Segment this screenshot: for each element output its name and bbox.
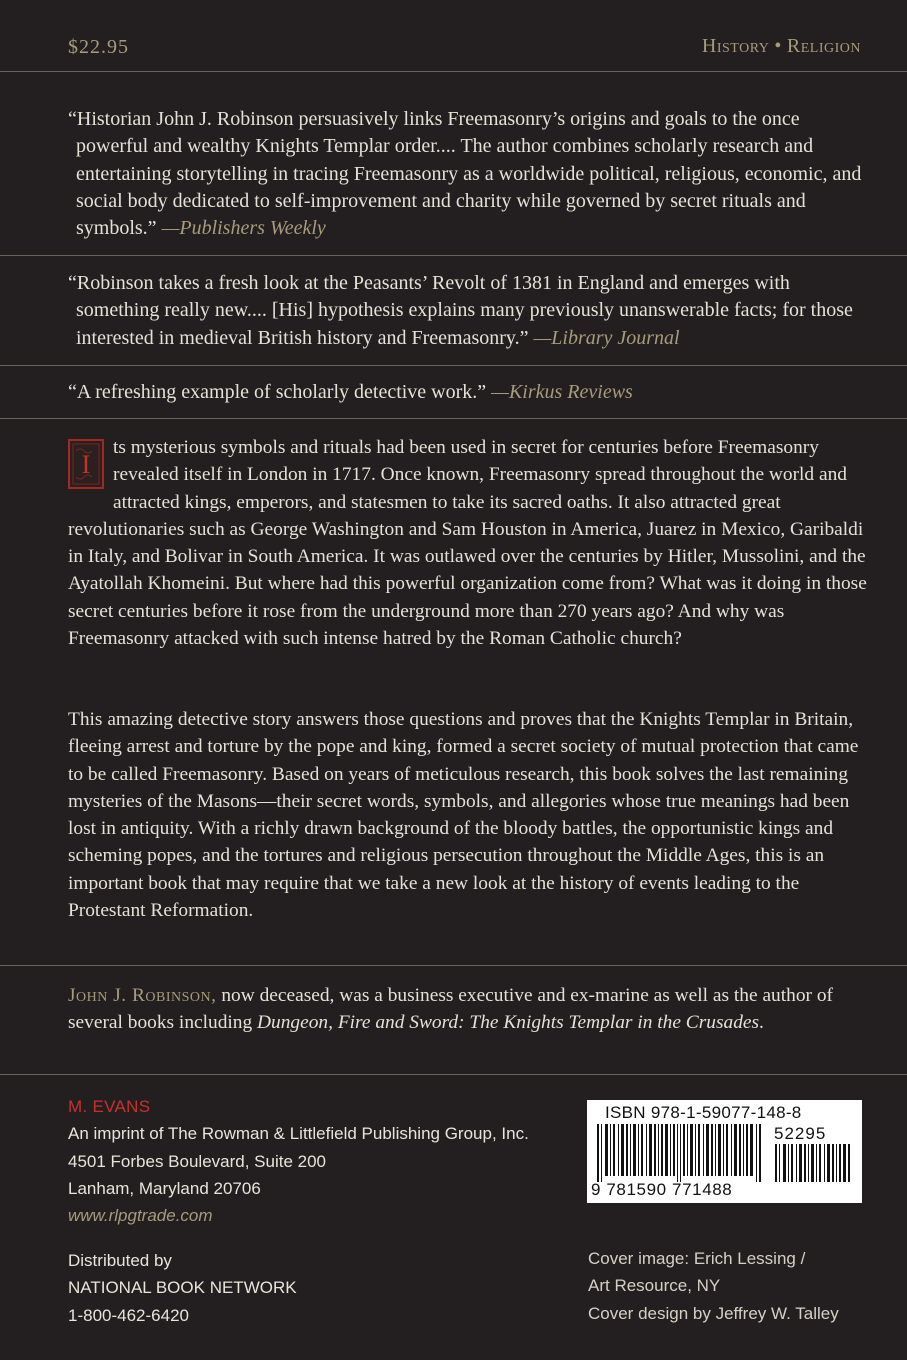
author-name: John J. Robinson,	[68, 985, 217, 1006]
divider	[0, 418, 907, 419]
divider	[0, 365, 907, 366]
barcode-addon-icon	[775, 1144, 853, 1182]
publisher-name: M. EVANS	[68, 1097, 151, 1116]
category-separator: •	[774, 35, 782, 57]
review-quote-kirkus	[68, 379, 868, 406]
publisher-imprint: An imprint of The Rowman & Littlefield Publishing Group, Inc.	[68, 1124, 529, 1144]
publisher-address-line-2: Lanham, Maryland 20706	[68, 1178, 261, 1198]
drop-cap	[68, 439, 104, 489]
cover-credits	[588, 1245, 839, 1327]
description-paragraph-1	[68, 434, 868, 652]
quote-text: “Historian John J. Robinson persuasively links Freemasonry’s origins and goals to the once powerful and wealthy Knights Templar order.... The author combines scholarly research and entertaining storytelling in tracing Freemasonry as a worldwide political, religious, economic, and social body dedicated to self-improvement and charity while governed by secret rituals and symbols.”	[68, 108, 862, 240]
review-quote-publishers-weekly	[68, 106, 868, 242]
distribution-label: Distributed by	[68, 1251, 172, 1270]
description-paragraph-2: This amazing detective story answers those questions and proves that the Knights Templar in Britain, fleeing arrest and torture by the pope and king, formed a secret society of mutual protection that came to be called Freemasonry. Based on years of meticulous research, this book solves the last remaining mysteries of the Masons—their secret words, symbols, and allegories whose true meanings had been lost in antiquity. With a richly drawn background of the bloody battles, the opportunistic kings and scheming popes, and the tortures and religious persecution throughout the Middle Ages, this is an important book that may require that we take a new look at the history of events leading to the Protestant Reformation.	[68, 709, 859, 922]
quote-source: —Kirkus Reviews	[491, 381, 633, 403]
quote-text: “Robinson takes a fresh look at the Peasants’ Revolt of 1381 in England and emerges with something really new.... [His] hypothesis explains many previously unanswerable facts; for those interested in medieval British history and Freemasonry.”	[68, 272, 853, 349]
publisher-address-line-1: 4501 Forbes Boulevard, Suite 200	[68, 1151, 327, 1171]
paragraph-text: ts mysterious symbols and rituals had been used in secret for centuries before Freemasonry revealed itself in London in 1717. Once known, Freemasonry spread throughout the world and attracted kings, emperors, and statesmen to take its sacred oaths. It also attracted great revolutionaries such as George Washington and Sam Houston in America, Juarez in Mexico, Garibaldi in Italy, and Bolivar in South America. It was outlawed over the centuries by Hitler, Mussolini, and the Ayatollah Khomeini. But where had this powerful organization come from? What was it doing in those secret centuries before it rose from the underground more than 270 years ago? And why was Freemasonry attacked with such intense hatred by the Roman Catholic church?	[68, 437, 867, 650]
quote-source: —Library Journal	[533, 326, 680, 349]
barcode-price-code: 52295	[774, 1124, 827, 1143]
distributor-name: NATIONAL BOOK NETWORK	[68, 1278, 297, 1298]
distribution-block	[68, 1247, 297, 1329]
quote-text: “A refreshing example of scholarly detective work.”	[68, 381, 487, 403]
author-bio-text: now deceased, was a business executive and ex-marine as well as the author of several books including	[68, 985, 833, 1034]
isbn-label: ISBN 978-1-59077-148-8	[605, 1103, 802, 1122]
cover-image-credit: Cover image: Erich Lessing /	[588, 1249, 806, 1268]
divider	[0, 71, 907, 72]
divider	[0, 965, 907, 966]
category-labels	[702, 35, 861, 58]
drop-cap-letter: I	[81, 450, 91, 479]
review-quote-library-journal	[68, 270, 868, 352]
price: $22.95	[68, 36, 129, 58]
category-religion: Religion	[786, 35, 861, 57]
divider	[0, 1074, 907, 1075]
category-history: History	[701, 35, 770, 57]
author-bio	[68, 982, 858, 1037]
cover-design-credit: Cover design by Jeffrey W. Talley	[588, 1303, 839, 1323]
publisher-website: www.rlpgtrade.com	[68, 1206, 213, 1226]
author-bio-end: .	[759, 1012, 764, 1034]
divider	[0, 255, 907, 256]
book-title: Dungeon, Fire and Sword: The Knights Templar in the Crusades	[257, 1012, 760, 1034]
quote-source: —Publishers Weekly	[161, 217, 326, 240]
drop-cap-ornament-icon	[70, 441, 102, 487]
cover-image-credit-2: Art Resource, NY	[588, 1276, 721, 1296]
publisher-block	[68, 1093, 529, 1229]
barcode-digits: 9 781590 771488	[591, 1180, 733, 1199]
distributor-phone: 1-800-462-6420	[68, 1305, 189, 1325]
barcode-main-icon	[595, 1124, 767, 1182]
isbn-barcode	[587, 1100, 862, 1203]
